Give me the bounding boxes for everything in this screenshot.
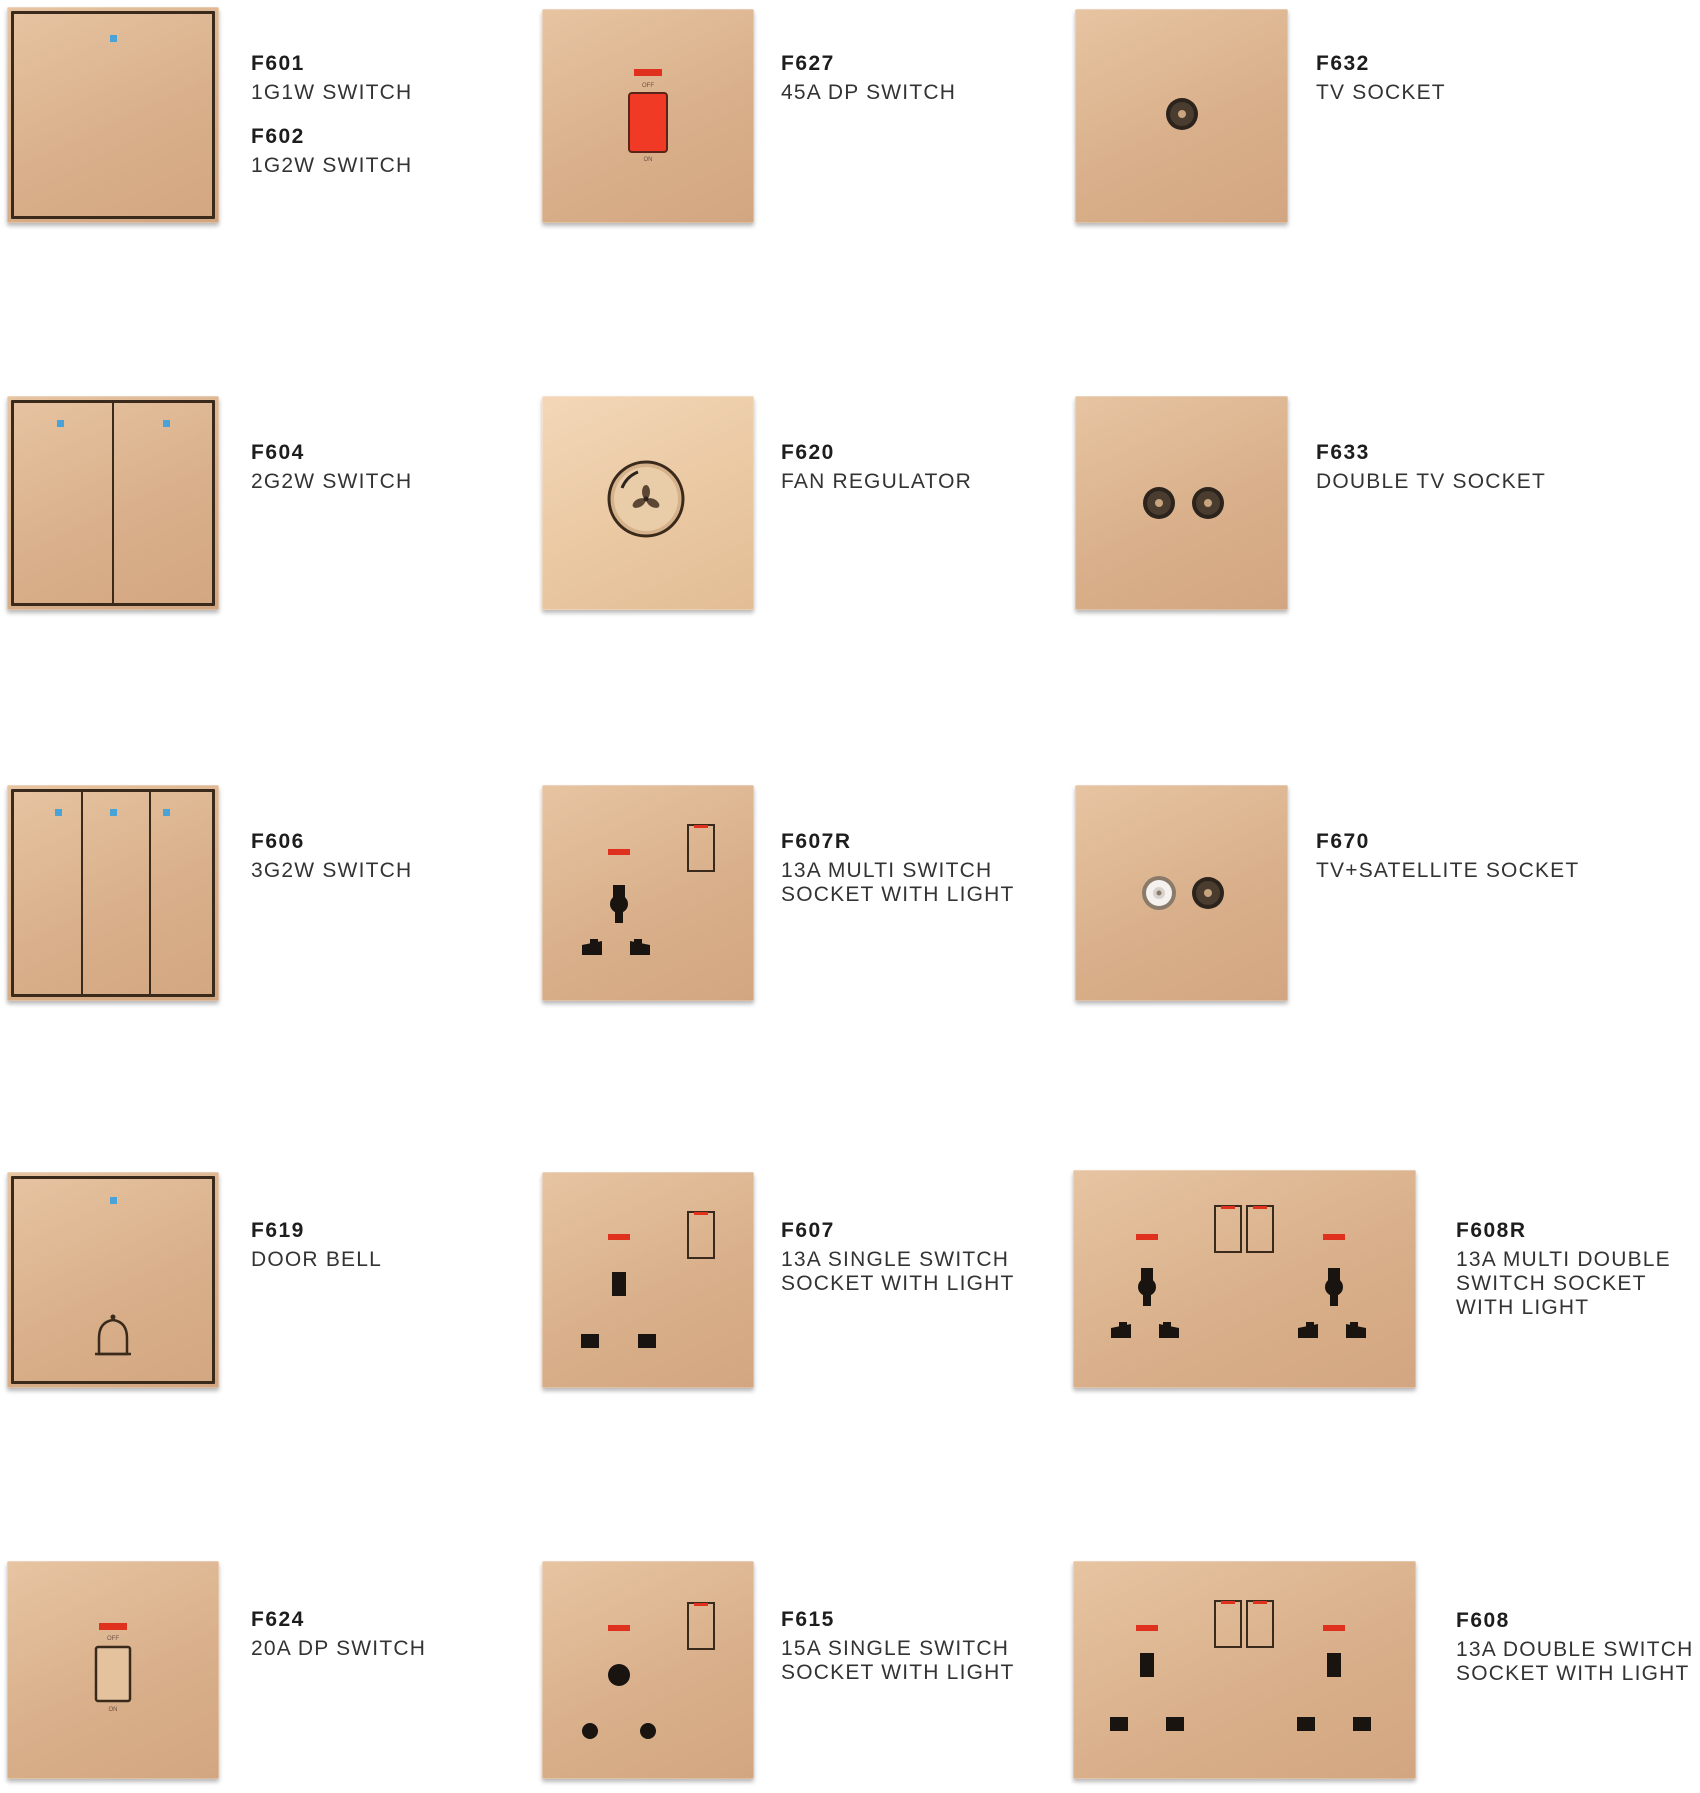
switch-plate-f604: [7, 396, 219, 610]
product-name: TV SOCKET: [1316, 81, 1446, 104]
socket-plate-f607: [542, 1172, 754, 1388]
socket-plate-f633: [1075, 396, 1288, 610]
product-code: F604: [251, 441, 305, 464]
product-name: 15A SINGLE SWITCH: [781, 1637, 1010, 1660]
indicator-led: [163, 420, 170, 427]
socket-plate-f615: [542, 1561, 754, 1779]
product-name: SOCKET WITH LIGHT: [781, 1661, 1015, 1684]
product-name: DOOR BELL: [251, 1248, 383, 1271]
product-name: 13A DOUBLE SWITCH: [1456, 1638, 1694, 1661]
dp-switch-icon: [7, 1561, 219, 1779]
switch-plate-f619: [7, 1172, 219, 1388]
product-code: F607: [781, 1219, 835, 1242]
switch-plate-f601: [7, 7, 219, 223]
socket-plate-f607r: [542, 785, 754, 1001]
switch-plate-f606: [7, 785, 219, 1001]
coax-socket-icon: [1075, 9, 1288, 223]
rocker-divider: [81, 789, 83, 997]
product-name: 13A MULTI SWITCH: [781, 859, 993, 882]
product-name: 3G2W SWITCH: [251, 859, 413, 882]
off-marking: OFF: [642, 83, 654, 89]
product-code: F670: [1316, 830, 1370, 853]
product-name: 13A SINGLE SWITCH: [781, 1248, 1010, 1271]
product-code: F620: [781, 441, 835, 464]
product-name: 45A DP SWITCH: [781, 81, 957, 104]
product-code: F615: [781, 1608, 835, 1631]
indicator-led: [55, 809, 62, 816]
product-name: 1G1W SWITCH: [251, 81, 413, 104]
tv-satellite-socket-icon: [1075, 785, 1288, 1001]
double-uk-socket-icon: [1073, 1561, 1416, 1779]
product-code: F602: [251, 125, 305, 148]
rocker-divider: [112, 400, 114, 606]
product-name: 20A DP SWITCH: [251, 1637, 427, 1660]
product-name: SWITCH SOCKET: [1456, 1272, 1647, 1295]
socket-plate-f670: [1075, 785, 1288, 1001]
product-name: SOCKET WITH LIGHT: [1456, 1662, 1690, 1685]
product-name: 1G2W SWITCH: [251, 154, 413, 177]
off-marking: OFF: [107, 1636, 119, 1642]
fan-regulator-knob-icon: [542, 396, 754, 610]
product-name: 2G2W SWITCH: [251, 470, 413, 493]
product-code: F624: [251, 1608, 305, 1631]
socket-plate-f632: [1075, 9, 1288, 223]
product-name: FAN REGULATOR: [781, 470, 973, 493]
product-code: F619: [251, 1219, 305, 1242]
product-name: SOCKET WITH LIGHT: [781, 883, 1015, 906]
product-name: WITH LIGHT: [1456, 1296, 1590, 1319]
product-code: F633: [1316, 441, 1370, 464]
product-name: SOCKET WITH LIGHT: [781, 1272, 1015, 1295]
bell-icon: [7, 1172, 219, 1388]
product-code: F632: [1316, 52, 1370, 75]
product-code: F627: [781, 52, 835, 75]
on-marking: ON: [643, 157, 653, 163]
product-code: F606: [251, 830, 305, 853]
indicator-led: [110, 809, 117, 816]
product-name: DOUBLE TV SOCKET: [1316, 470, 1547, 493]
product-code: F608: [1456, 1609, 1510, 1632]
on-marking: ON: [108, 1707, 118, 1713]
double-multi-socket-icon: [1073, 1170, 1416, 1388]
indicator-led: [57, 420, 64, 427]
socket-plate-f608r: [1073, 1170, 1416, 1388]
regulator-plate-f620: [542, 396, 754, 610]
indicator-led: [163, 809, 170, 816]
double-coax-socket-icon: [1075, 396, 1288, 610]
socket-plate-f608: [1073, 1561, 1416, 1779]
dp-switch-icon: [542, 9, 754, 223]
switch-plate-f624: [7, 1561, 219, 1779]
product-code: F608R: [1456, 1219, 1527, 1242]
switch-plate-f627: [542, 9, 754, 223]
product-name: 13A MULTI DOUBLE: [1456, 1248, 1671, 1271]
indicator-led: [110, 35, 117, 42]
product-code: F607R: [781, 830, 852, 853]
rocker-divider: [149, 789, 151, 997]
product-name: TV+SATELLITE SOCKET: [1316, 859, 1580, 882]
product-code: F601: [251, 52, 305, 75]
multi-socket-icon: [542, 785, 754, 1001]
round-pin-socket-icon: [542, 1561, 754, 1779]
uk-socket-icon: [542, 1172, 754, 1388]
